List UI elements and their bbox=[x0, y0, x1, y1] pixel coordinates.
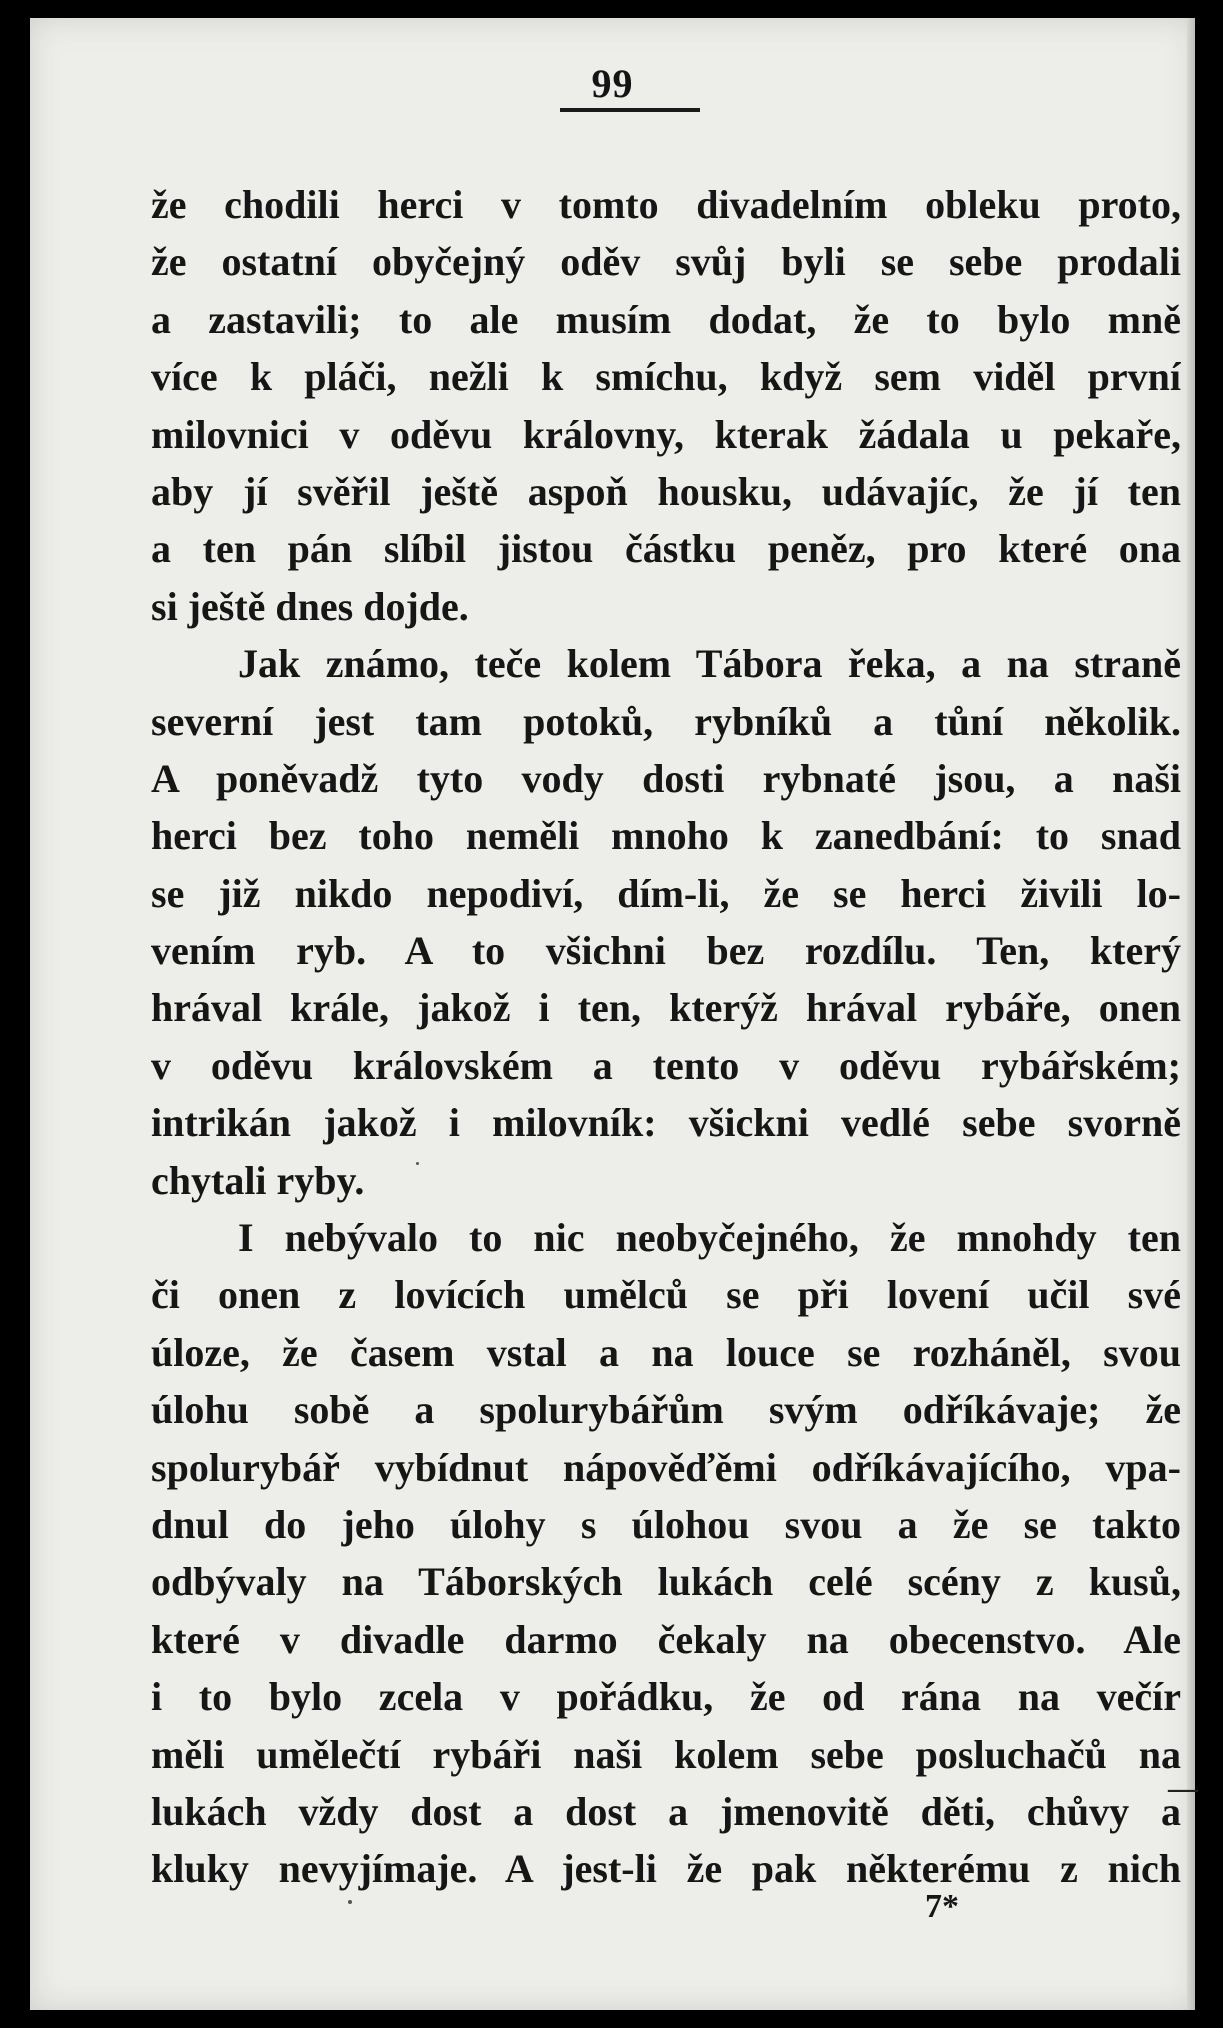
ink-speck bbox=[416, 1162, 419, 1165]
text-line: či onen z lovících umělců se při lovení učil své bbox=[151, 1272, 1181, 1318]
text-line: úloze, že časem vstal a na louce se rozháněl, svou bbox=[151, 1329, 1181, 1375]
text-line: lukách vždy dost a dost a jmenovitě děti, chůvy a bbox=[151, 1788, 1181, 1834]
text-line: si ještě dnes dojde. bbox=[151, 583, 469, 629]
text-line: vením ryb. A to všichni bez rozdílu. Ten, který bbox=[151, 928, 1181, 974]
paragraph-start-line: I nebývalo to nic neobyčejného, že mnohdy ten bbox=[238, 1215, 1181, 1261]
paragraph-start-line: Jak známo, teče kolem Tábora řeka, a na straně bbox=[238, 641, 1181, 687]
text-line: severní jest tam potoků, rybníků a tůní několik. bbox=[151, 698, 1181, 744]
text-line: odbývaly na Táborských lukách celé scény z kusů, bbox=[151, 1559, 1181, 1605]
text-line: dnul do jeho úlohy s úlohou svou a že se takto bbox=[151, 1501, 1181, 1547]
margin-mark: — bbox=[1168, 1772, 1198, 1805]
text-line: a ten pán slíbil jistou částku peněz, pro které ona bbox=[151, 526, 1181, 572]
text-line: měli umělečtí rybáři naši kolem sebe posluchačů na bbox=[151, 1731, 1181, 1777]
text-line: kluky nevyjímaje. A jest-li že pak některému z nich bbox=[151, 1846, 1181, 1892]
body-text bbox=[151, 176, 1181, 1898]
text-line: aby jí svěřil ještě aspoň housku, udávajíc, že jí ten bbox=[151, 468, 1181, 514]
text-line: v oděvu královském a tento v oděvu rybářském; bbox=[151, 1042, 1181, 1088]
text-line: A poněvadž tyto vody dosti rybnaté jsou, a naši bbox=[151, 755, 1181, 801]
text-line: hrával krále, jakož i ten, kterýž hrával rybáře, onen bbox=[151, 985, 1181, 1031]
text-line: více k pláči, nežli k smíchu, když sem viděl první bbox=[151, 354, 1181, 400]
book-page bbox=[30, 18, 1195, 2010]
text-line: že ostatní obyčejný oděv svůj byli se sebe prodali bbox=[151, 239, 1181, 285]
text-line: milovnici v oděvu královny, kterak žádala u pekaře, bbox=[151, 411, 1181, 457]
text-line: které v divadle darmo čekaly na obecenstvo. Ale bbox=[151, 1616, 1181, 1662]
text-line: herci bez toho neměli mnoho k zanedbání: to snad bbox=[151, 813, 1181, 859]
page-number: 99 bbox=[591, 61, 634, 106]
ink-speck bbox=[348, 1900, 352, 1904]
text-line: chytali ryby. bbox=[151, 1157, 365, 1203]
text-line: i to bylo zcela v pořádku, že od rána na večír bbox=[151, 1674, 1181, 1720]
page-number-rule bbox=[560, 108, 700, 112]
page-edge bbox=[1187, 18, 1195, 2010]
text-line: že chodili herci v tomto divadelním obleku proto, bbox=[151, 182, 1181, 227]
signature-mark: 7* bbox=[925, 1888, 959, 1925]
text-line: se již nikdo nepodiví, dím-li, že se herci živili lo- bbox=[151, 870, 1181, 916]
text-line: úlohu sobě a spolurybářům svým odříkávaje; že bbox=[151, 1387, 1181, 1433]
text-line: a zastavili; to ale musím dodat, že to bylo mně bbox=[151, 296, 1181, 342]
text-line: spolurybář vybídnut nápověďěmi odříkávajícího, vpa- bbox=[151, 1444, 1181, 1490]
text-line: intrikán jakož i milovník: všickni vedlé sebe svorně bbox=[151, 1100, 1181, 1146]
